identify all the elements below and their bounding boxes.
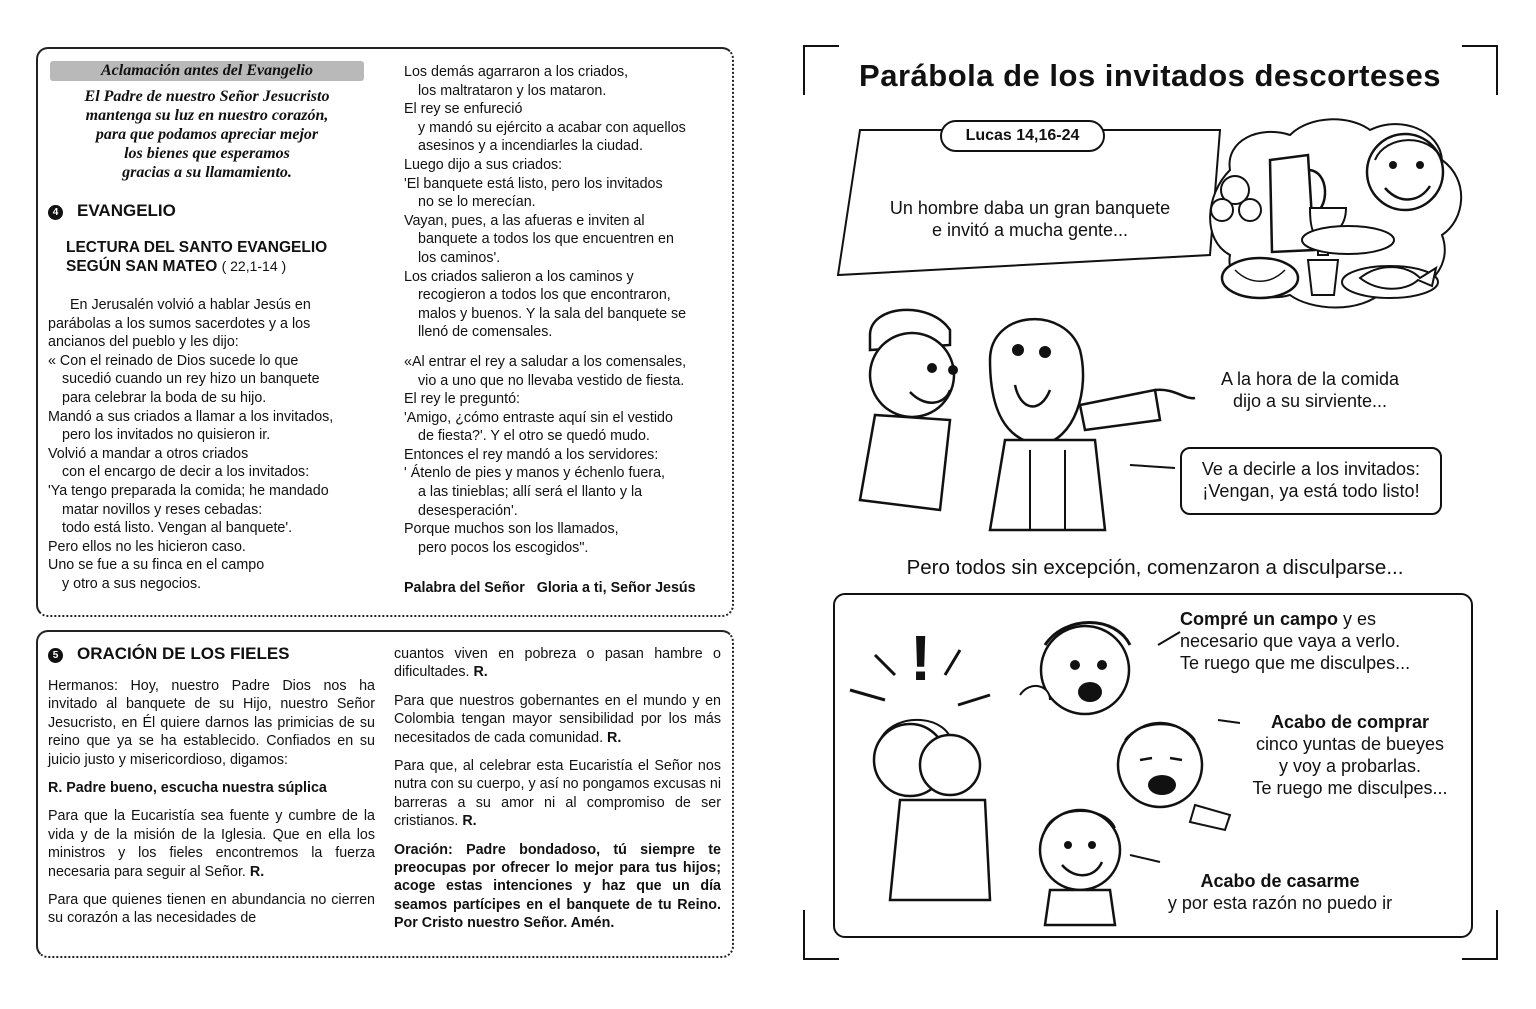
guest-three-figure — [1040, 810, 1120, 925]
gospel-line: para celebrar la boda de su hijo. — [62, 389, 267, 406]
bread-icon — [1222, 258, 1298, 298]
gospel-line: ' Átenlo de pies y manos y échenlo fuera, — [404, 465, 666, 482]
turban-man-figure — [874, 720, 990, 900]
prayer-intention — [394, 645, 721, 682]
gospel-line: llenó de comensales. — [418, 324, 553, 341]
gospel-line: Los demás agarraron a los criados, — [404, 64, 629, 80]
prayers-column-1 — [48, 677, 375, 928]
excuse-field — [1180, 608, 1440, 674]
gospel-line: Porque muchos son los llamados, — [404, 521, 619, 538]
prayer-intention: Para que quienes tienen en abundancia no cierren su corazón a las necesidades de — [48, 892, 375, 927]
gospel-line: matar novillos y reses cebadas: — [62, 501, 263, 518]
excuse-text: y voy a probarlas. — [1278, 756, 1422, 776]
gospel-line: a las tinieblas; allí será el llanto y la — [418, 484, 643, 501]
caption-servant — [1190, 368, 1430, 412]
excuse-text: y por esta razón no puedo ir — [1167, 893, 1393, 913]
gospel-line: asesinos y a incendiarles la ciudad. — [418, 138, 643, 155]
gospel-line: pero pocos los escogidos". — [418, 539, 589, 556]
excuse-text: y es — [1338, 609, 1377, 629]
prayers-column-2 — [394, 645, 721, 933]
gospel-line: vio a uno que no llevaba vestido de fiesta. — [418, 372, 685, 389]
gospel-line: El rey le preguntó: — [404, 391, 521, 408]
gospel-column-2 — [404, 63, 722, 557]
acclamation-header-text: Aclamación antes del Evangelio — [101, 62, 313, 79]
bubble-text — [1182, 458, 1440, 502]
excuse-text: necesario que vaya a verlo. — [1180, 631, 1401, 651]
prayers-intro: Hermanos: Hoy, nuestro Padre Dios nos ha invitado al banquete de su Hijo, nuestro Señor Jesucristo, en Él quiere darnos las primicias de su reino que ya se ha establecido. Confiados en su juicio justo y misericordioso, digamos: — [48, 678, 375, 768]
excuse-bold: Acabo de casarme — [1200, 871, 1360, 891]
gospel-line: 'Ya tengo preparada la comida; he mandado — [48, 482, 329, 499]
caption-banquet — [860, 197, 1200, 241]
prayer-intention — [48, 807, 375, 881]
reading-title-line2: SEGÚN SAN MATEO — [66, 258, 218, 275]
prayer-r: R. — [473, 664, 488, 681]
servant-figure — [860, 310, 958, 510]
gospel-line: y otro a sus negocios. — [62, 575, 202, 592]
gospel-line: Entonces el rey mandó a los servidores: — [404, 446, 659, 463]
gospel-line: parábolas a los sumos sacerdotes y a los — [48, 315, 311, 332]
prayer-text: Para que la Eucaristía sea fuente y cumbre de la vida y de la misión de la Iglesia. Que en ella los ministros y los fieles encontremos la fuerza necesaria para seguir al Señor. — [48, 808, 375, 880]
closing-prayer: Oración: Padre bondadoso, tú siempre te preocupas por ofrecer lo mejor para tus hijos; acoge estas intenciones y haz que un día seamos partícipes en el banquete de tu Reino. Por Cristo nuestro Señor. Amén. — [394, 841, 721, 932]
bubble-line: Ve a decirle a los invitados: — [1201, 459, 1421, 479]
gospel-column-1 — [48, 296, 366, 594]
pointing-arm — [1080, 390, 1160, 430]
gospel-line: pero los invitados no quisieron ir. — [62, 427, 271, 444]
evangelio-heading — [48, 201, 176, 221]
excuse-text: cinco yuntas de bueyes — [1255, 734, 1445, 754]
parable-title: Parábola de los invitados descorteses — [859, 58, 1441, 93]
acclamation-line: para que podamos apreciar mejor — [95, 126, 319, 143]
gospel-line: 'Amigo, ¿cómo entraste aquí sin el vestido — [404, 409, 673, 426]
acclamation-line: mantenga su luz en nuestro corazón, — [85, 107, 329, 124]
gospel-line: Luego dijo a sus criados: — [404, 156, 563, 173]
gospel-line: Volvió a mandar a otros criados — [48, 445, 249, 462]
gospel-line: «Al entrar el rey a saludar a los comensales, — [404, 353, 687, 370]
gospel-line: Pero ellos no les hicieron caso. — [48, 538, 246, 555]
section-number-badge: 5 — [48, 648, 63, 663]
caption-excuses: Pero todos sin excepción, comenzaron a disculparse... — [906, 556, 1404, 579]
acclamation-text — [50, 87, 364, 182]
acclamation-line: los bienes que esperamos — [124, 145, 290, 162]
excuse-bold: Acabo de comprar — [1270, 712, 1430, 732]
exclamation-mark: ! — [910, 622, 932, 694]
gospel-line: 'El banquete está listo, pero los invitados — [404, 175, 663, 192]
prayer-intention — [394, 692, 721, 747]
gospel-line: de fiesta?'. Y el otro se quedó mudo. — [418, 428, 650, 445]
gospel-closing: Palabra del Señor Gloria a ti, Señor Jesús — [404, 580, 696, 596]
excuse-text: Te ruego que me disculpes... — [1180, 653, 1411, 673]
gospel-line: recogieron a todos los que encontraron, — [418, 287, 671, 304]
gospel-line: no se lo merecían. — [418, 194, 536, 211]
gospel-line: todo está listo. Vengan al banquete'. — [62, 520, 293, 537]
caption-line: dijo a su sirviente... — [1232, 391, 1388, 411]
plate-icon — [1302, 226, 1394, 254]
gospel-line: malos y buenos. Y la sala del banquete se — [418, 305, 687, 322]
guest-two-figure — [1118, 723, 1230, 830]
reading-reference: ( 22,1-14 ) — [221, 258, 287, 274]
guest-one-figure — [1020, 623, 1130, 715]
excuse-oxen — [1232, 711, 1468, 799]
gospel-line: Uno se fue a su finca en el campo — [48, 557, 265, 574]
acclamation-line: El Padre de nuestro Señor Jesucristo — [84, 88, 330, 105]
prayer-text: Para que nuestros gobernantes en el mundo y en Colombia tengan mayor sensibilidad por los más necesitados de cada comunidad. — [394, 692, 721, 746]
gospel-line: Vayan, pues, a las afueras e inviten al — [404, 212, 645, 229]
speech-bubble — [1180, 447, 1442, 515]
gospel-line: desesperación'. — [418, 502, 518, 519]
king-servant-illustration — [840, 290, 1200, 540]
gospel-line: Mandó a sus criados a llamar a los invitados, — [48, 408, 334, 425]
acclamation-line: gracias a su llamamiento. — [122, 164, 292, 181]
gospel-line: sucedió cuando un rey hizo un banquete — [62, 371, 320, 388]
oracion-heading — [48, 644, 290, 664]
reference-text: Lucas 14,16-24 — [965, 127, 1080, 144]
prayer-r: R. — [462, 813, 477, 830]
gospel-line: los caminos'. — [418, 249, 501, 266]
excuse-married — [1150, 870, 1410, 914]
gospel-line: banquete a todos los que encuentren en — [418, 231, 674, 248]
oracion-title: ORACIÓN DE LOS FIELES — [77, 644, 290, 663]
acclamation-header — [50, 61, 364, 81]
gospel-line: En Jerusalén volvió a hablar Jesús en — [70, 297, 311, 313]
caption-line: Un hombre daba un gran banquete — [889, 198, 1171, 218]
gospel-line: y mandó su ejército a acabar con aquellos — [418, 119, 686, 136]
prayer-intention — [394, 757, 721, 831]
section-number-badge: 4 — [48, 205, 63, 220]
prayer-text: Para que, al celebrar esta Eucaristía el Señor nos nutra con su cuerpo, y así no pongamos excusas ni barreras a su amor ni al compromiso de ser cristianos. — [394, 758, 721, 830]
reading-title — [66, 238, 327, 276]
king-figure — [990, 319, 1195, 530]
reading-title-line1: LECTURA DEL SANTO EVANGELIO — [66, 239, 328, 256]
prayer-r: R. — [249, 863, 265, 880]
evangelio-title: EVANGELIO — [77, 201, 176, 220]
cup-icon — [1308, 260, 1338, 295]
gospel-line: los maltrataron y los mataron. — [418, 82, 607, 99]
gospel-line: « Con el reinado de Dios sucede lo que — [48, 352, 299, 369]
prayers-response: R. Padre bueno, escucha nuestra súplica — [48, 780, 327, 797]
prayer-r: R. — [607, 729, 622, 746]
gospel-line: Los criados salieron a los caminos y — [404, 268, 634, 285]
caption-line: e invitó a mucha gente... — [931, 220, 1129, 240]
gospel-line: El rey se enfureció — [404, 101, 523, 118]
reference-badge — [940, 120, 1105, 152]
caption-line: A la hora de la comida — [1220, 369, 1400, 389]
gospel-line: ancianos del pueblo y les dijo: — [48, 334, 239, 351]
frame-corner — [1462, 45, 1498, 95]
bubble-line: ¡Vengan, ya está todo listo! — [1202, 481, 1420, 501]
excuse-text: Te ruego me disculpes... — [1252, 778, 1448, 798]
gospel-line: con el encargo de decir a los invitados: — [62, 464, 310, 481]
prayer-text: cuantos viven en pobreza o pasan hambre o dificultades. — [394, 646, 721, 681]
excuse-bold: Compré un campo — [1180, 609, 1339, 629]
frame-corner — [803, 45, 839, 95]
